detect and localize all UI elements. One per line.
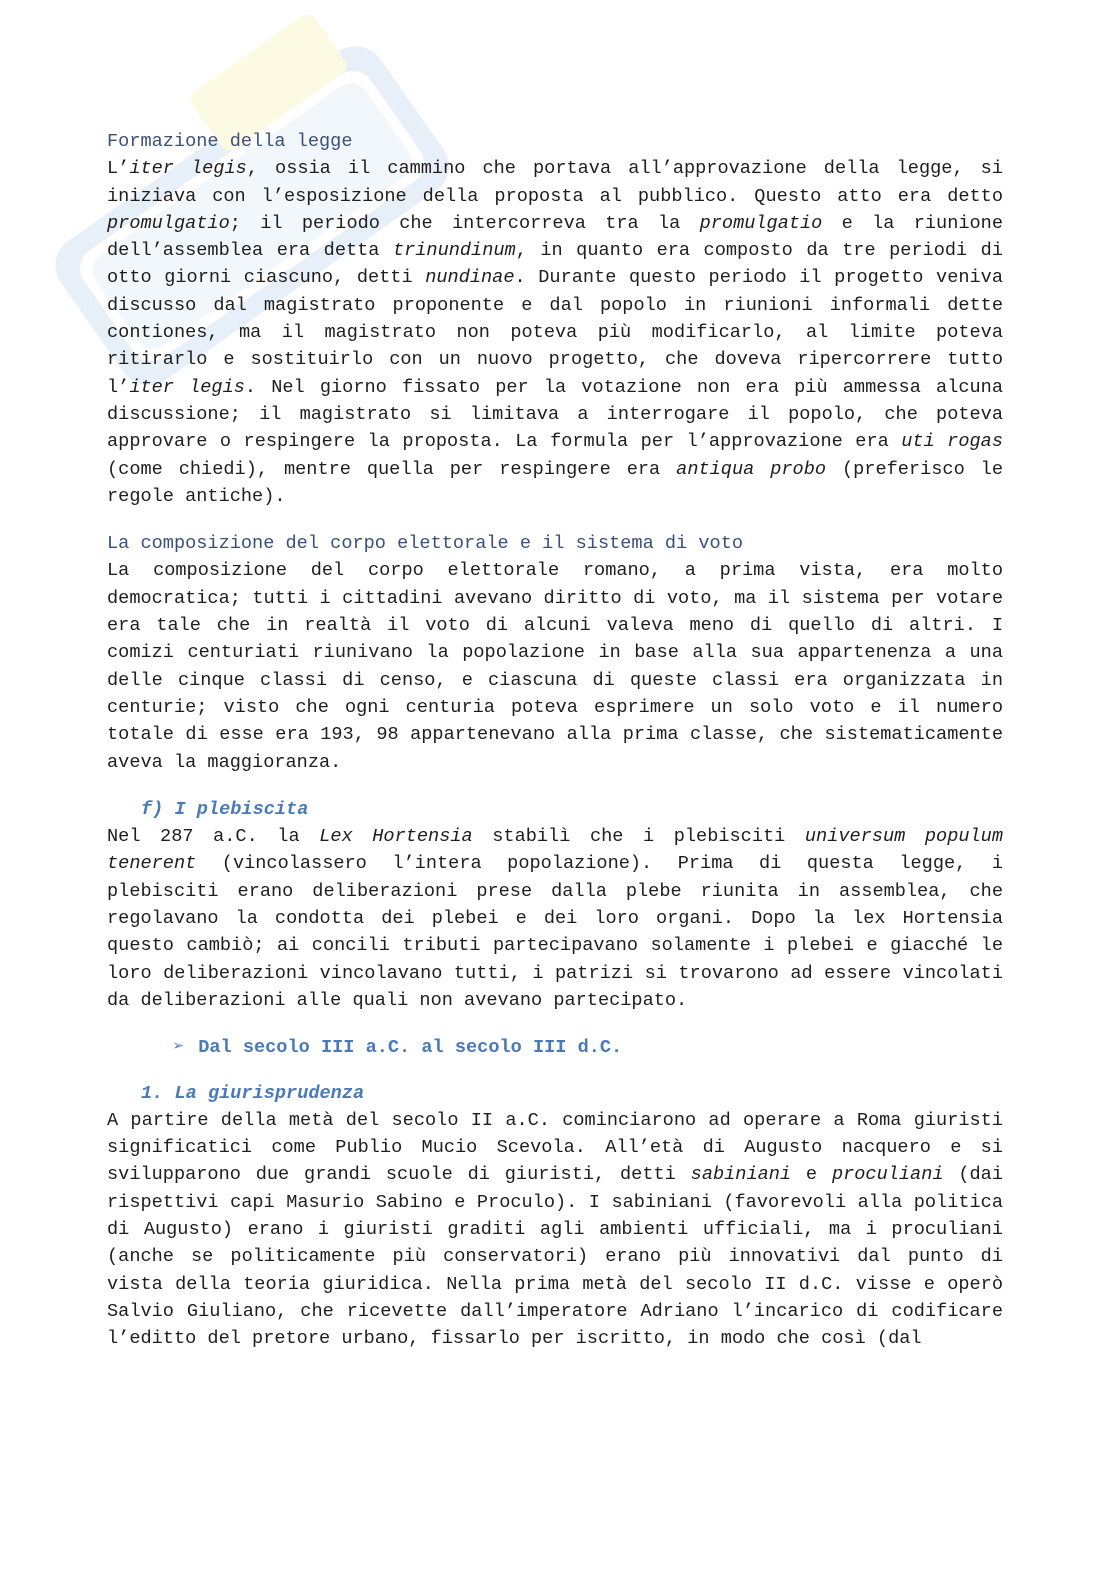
italic-term: proculiani [831,1164,944,1186]
italic-term: promulgatio [107,212,230,234]
italic-term: iter legis [129,158,247,180]
section-heading: Formazione della legge [107,131,353,152]
italic-term: Lex Hortensia [319,826,473,848]
section-corpo-elettorale [107,530,1003,776]
italic-term: universum populum tenerent [107,826,1003,875]
italic-term: sabiniani [690,1164,792,1186]
italic-term: promulgatio [699,212,823,234]
chapter-heading-text: Dal secolo III a.C. al secolo III d.C. [198,1037,623,1059]
section-giurisprudenza [107,1080,1003,1353]
italic-term: antiqua probo [676,458,827,480]
section-paragraph: La composizione del corpo elettorale romano, a prima vista, era molto democratica; tutti i cittadini avevano diritto di voto, ma il sistema per votare era tale che in realtà il voto di alcuni valeva meno di quello di altri. I comizi centuriati riunivano la popolazione in base alla sua appartenenza a una delle cinque classi di censo, e ciascuna di queste classi era organizzata in centurie; visto che ogni centuria poteva esprimere un solo voto e il numero totale di esse era 193, 98 appartenevano alla prima classe, che sistematicamente aveva la maggioranza. [107,560,1003,773]
section-paragraph: Nel 287 a.C. la Lex Hortensia stabilì che i plebisciti universum populum tenerent (vincolassero l’intera popolazione). Prima di questa legge, i plebisciti erano deliberazioni prese dalla plebe riunita in assemblea, che regolavano la condotta dei plebei e dei loro organi. Dopo la lex Hortensia questo cambiò; ai concili tributi partecipavano solamente i plebei e giacché le loro deliberazioni vincolavano tutti, i patrizi si trovarono ad essere vincolati da deliberazioni alle quali non avevano partecipato. [107,826,1003,1011]
section-heading: 1. La giurisprudenza [141,1082,365,1104]
italic-term: nundinae [425,267,515,289]
document-body [107,128,1003,1352]
section-paragraph: A partire della metà del secolo II a.C. cominciarono ad operare a Roma giuristi significatici come Publio Mucio Scevola. All’età di Augusto nacquero e si svilupparono due grandi scuole di giuristi, detti sabiniani e proculiani (dai rispettivi capi Masurio Sabino e Proculo). I sabiniani (favorevoli alla politica di Augusto) erano i giuristi graditi agli ambienti ufficiali, ma i proculiani (anche se politicamente più conservatori) erano più innovativi dal punto di vista della teoria giuridica. Nella prima metà del secolo II d.C. visse e operò Salvio Giuliano, che ricevette dall’imperatore Adriano l’incarico di codificare l’editto del pretore urbano, fissarlo per iscritto, in modo che così (dal [107,1109,1003,1350]
section-paragraph: L’iter legis, ossia il cammino che portava all’approvazione della legge, si iniziava con l’esposizione della proposta al pubblico. Questo atto era detto promulgatio; il periodo che intercorreva tra la promulgatio e la riunione dell’assemblea era detta trinundinum, in quanto era composto da tre periodi di otto giorni ciascuno, detti nundinae. Durante questo periodo il progetto veniva discusso dal magistrato proponente e dal popolo in riunioni informali dette contiones, ma il magistrato non poteva più modificarlo, al limite poteva ritirarlo e sostituirlo con un nuovo progetto, che doveva ripercorrere tutto l’iter legis. Nel giorno fissato per la votazione non era più ammessa alcuna discussione; il magistrato si limitava a interrogare il popolo, che poteva approvare o respingere la proposta. La formula per l’approvazione era uti rogas (come chiedi), mentre quella per respingere era antiqua probo (preferisco le regole antiche). [107,158,1004,507]
italic-term: iter legis [129,376,245,398]
section-formazione-legge [107,128,1003,510]
italic-term: uti rogas [901,431,1003,453]
section-heading: f) I plebiscita [141,798,309,820]
section-plebiscita [107,796,1003,1014]
arrow-bullet-icon: ➢ [173,1037,185,1059]
chapter-heading [107,1034,1003,1061]
section-heading: La composizione del corpo elettorale e il sistema di voto [107,533,744,555]
italic-term: trinundinum [392,240,516,262]
